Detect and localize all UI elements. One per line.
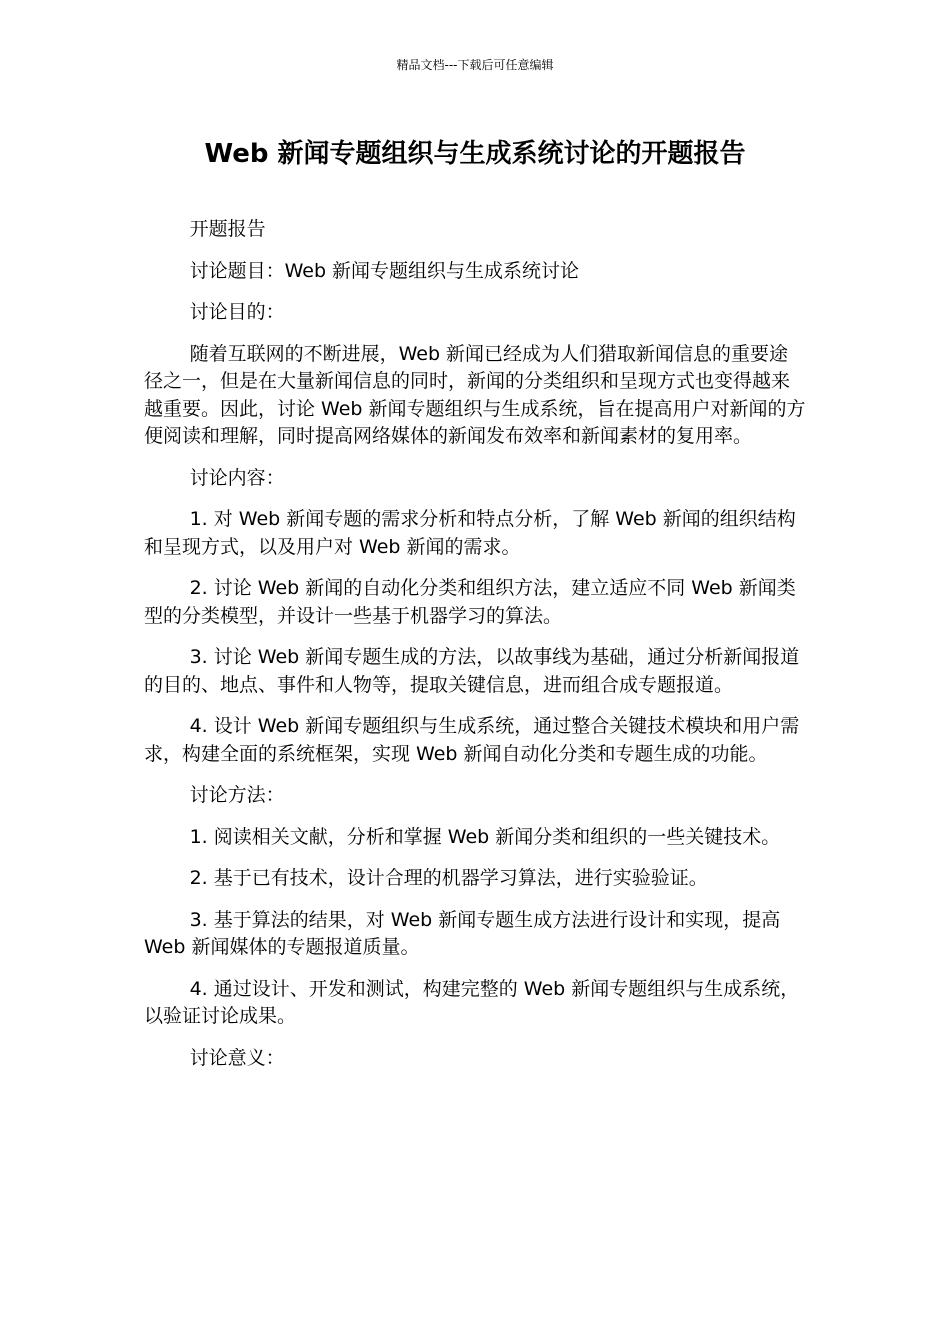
paragraph-topic: 讨论题目：Web 新闻专题组织与生成系统讨论: [189, 259, 580, 282]
document-title: Web 新闻专题组织与生成系统讨论的开题报告: [204, 139, 746, 169]
paragraph-method-item-1: 1. 阅读相关文献，分析和掌握 Web 新闻分类和组织的一些关键技术。: [189, 825, 781, 848]
paragraph-heading-method: 讨论方法：: [189, 784, 285, 806]
paragraph-content-item-3: 3. 讨论 Web 新闻专题生成的方法，以故事线为基础，通过分析新闻报道的目的、地点、事件和人物等，提取关键信息，进而组合成专题报道。: [144, 646, 800, 696]
paragraph-content-item-4: 4. 设计 Web 新闻专题组织与生成系统，通过整合关键技术模块和用户需求，构建全面的系统框架，实现 Web 新闻自动化分类和专题生成的功能。: [144, 715, 800, 765]
header-note: 精品文档---下载后可任意编辑: [396, 58, 554, 72]
paragraph-method-item-3: 3. 基于算法的结果，对 Web 新闻专题生成方法进行设计和实现，提高 Web 新闻媒体的专题报道质量。: [144, 908, 781, 958]
paragraph-content-item-2: 2. 讨论 Web 新闻的自动化分类和组织方法，建立适应不同 Web 新闻类型的分类模型，并设计一些基于机器学习的算法。: [144, 577, 796, 627]
paragraph-method-item-4: 4. 通过设计、开发和测试，构建完整的 Web 新闻专题组织与生成系统，以验证讨论成果。: [144, 977, 800, 1027]
paragraph-method-item-2: 2. 基于已有技术，设计合理的机器学习算法，进行实验验证。: [189, 867, 708, 889]
paragraph-content-item-1: 1. 对 Web 新闻专题的需求分析和特点分析，了解 Web 新闻的组织结构和呈现方式，以及用户对 Web 新闻的需求。: [144, 508, 796, 558]
paragraph-heading-report: 开题报告: [189, 218, 266, 240]
paragraph-heading-purpose: 讨论目的：: [189, 301, 285, 323]
paragraph-heading-significance: 讨论意义：: [189, 1046, 285, 1069]
document-body: [144, 216, 806, 1086]
paragraph-purpose: 随着互联网的不断进展，Web 新闻已经成为人们猎取新闻信息的重要途径之一，但是在大量新闻信息的同时，新闻的分类组织和呈现方式也变得越来越重要。因此，讨论 Web 新闻专题组织与生成系统，旨在提高用户对新闻的方便阅读和理解，同时提高网络媒体的新闻发布效率和新闻素材的复用率。: [144, 342, 806, 447]
paragraph-heading-content: 讨论内容：: [189, 466, 285, 489]
